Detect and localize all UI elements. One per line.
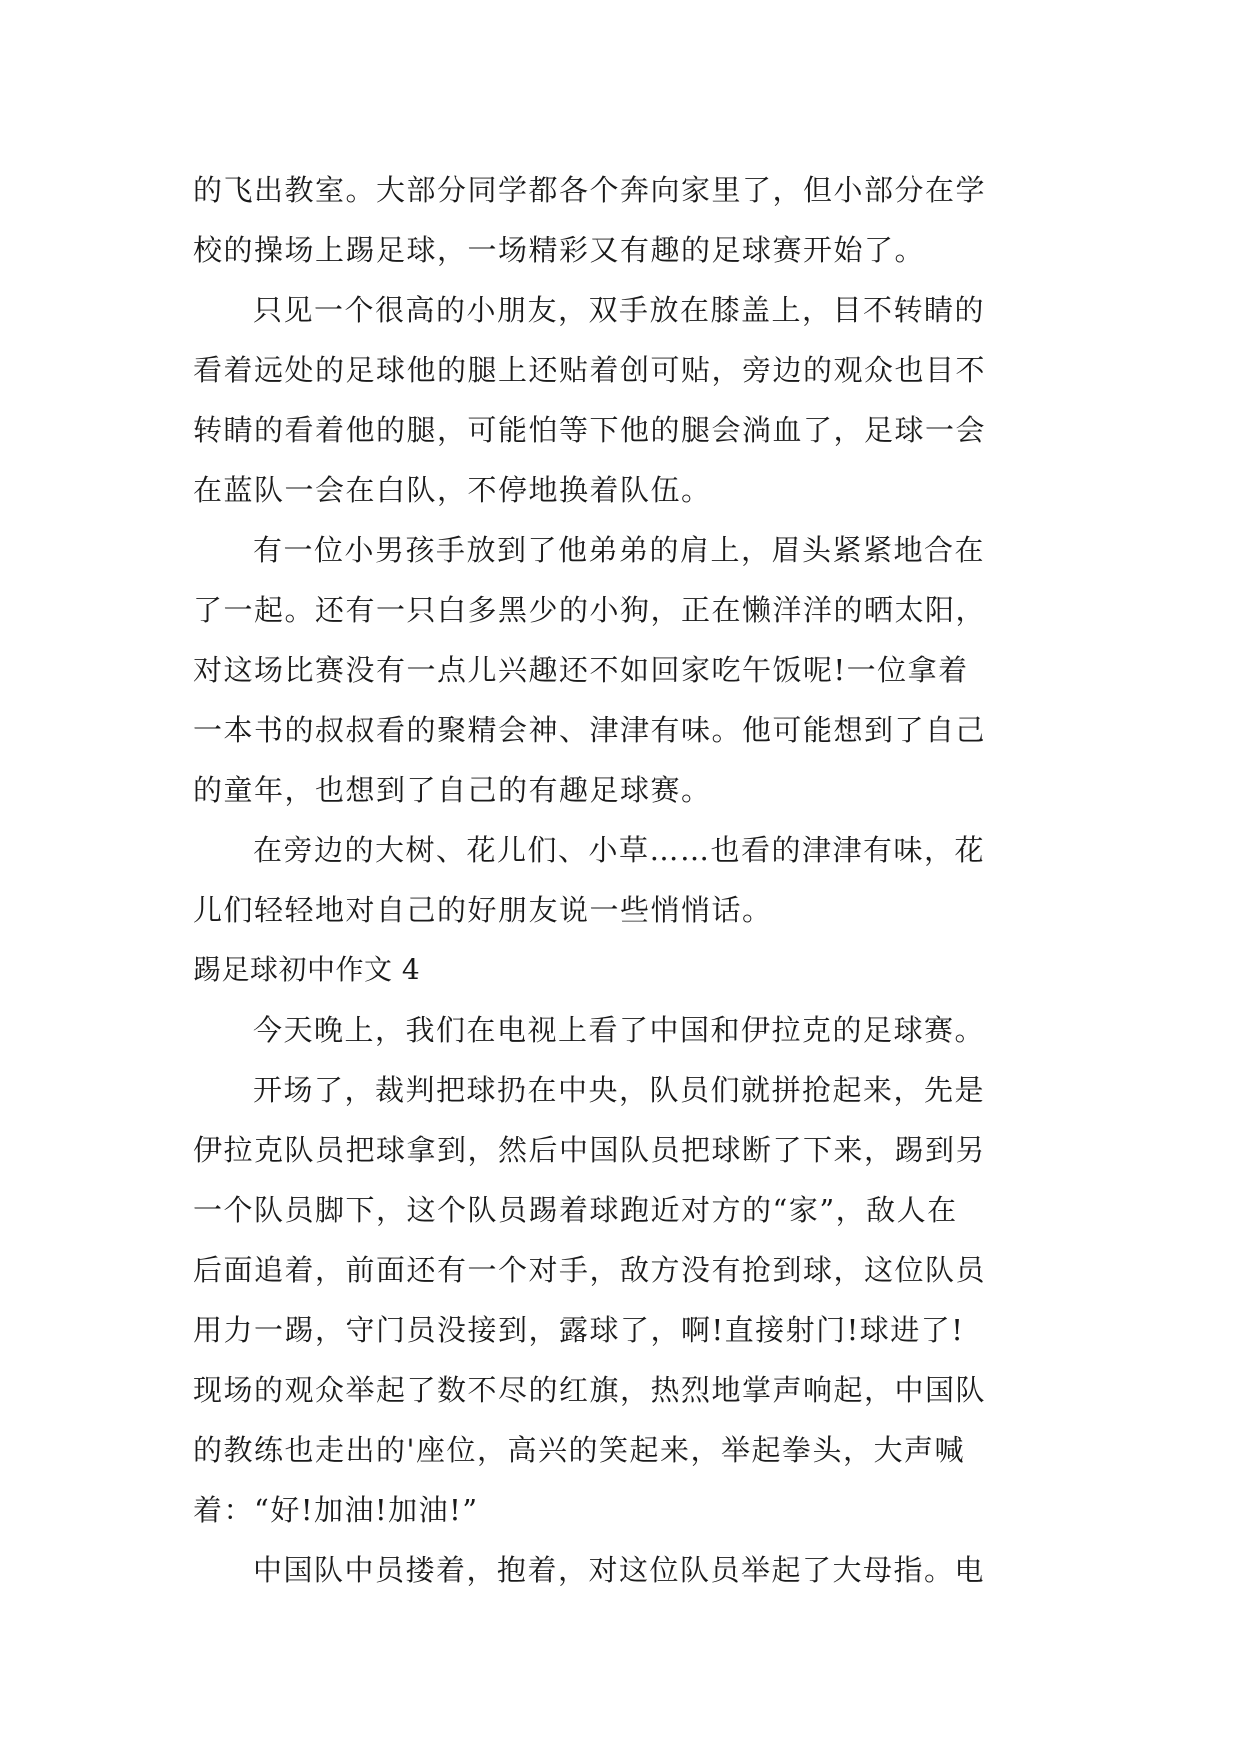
text-line: 儿们轻轻地对自己的好朋友说一些悄悄话。 — [193, 893, 773, 927]
text-line: 一个队员脚下，这个队员踢着球跑近对方的“家”，敌人在 — [193, 1193, 958, 1227]
paragraph-start-line: 有一位小男孩手放到了他弟弟的肩上，眉头紧紧地合在 — [253, 533, 986, 567]
text-line: 在蓝队一会在白队，不停地换着队伍。 — [193, 473, 712, 507]
paragraph-start-line: 在旁边的大树、花儿们、小草……也看的津津有味，花 — [253, 833, 986, 867]
text-line: 现场的观众举起了数不尽的红旗，热烈地掌声响起，中国队 — [193, 1373, 987, 1407]
text-line: 着：“好!加油!加油!” — [193, 1493, 479, 1527]
text-line: 转睛的看着他的腿，可能怕等下他的腿会淌血了，足球一会 — [193, 413, 987, 447]
text-line: 后面追着，前面还有一个对手，敌方没有抢到球，这位队员 — [193, 1253, 987, 1287]
text-line: 的飞出教室。大部分同学都各个奔向家里了，但小部分在学 — [193, 173, 987, 207]
paragraph-start-line: 开场了，裁判把球扔在中央，队员们就拼抢起来，先是 — [253, 1073, 986, 1107]
section-heading: 踢足球初中作文 4 — [193, 953, 421, 986]
text-line: 对这场比赛没有一点儿兴趣还不如回家吃午饭呢!一位拿着 — [193, 653, 969, 687]
paragraph-start-line: 今天晚上，我们在电视上看了中国和伊拉克的足球赛。 — [253, 1013, 986, 1047]
text-line: 用力一踢，守门员没接到，露球了，啊!直接射门!球进了! — [193, 1313, 965, 1347]
text-line: 校的操场上踢足球，一场精彩又有趣的足球赛开始了。 — [193, 233, 926, 267]
text-line: 了一起。还有一只白多黑少的小狗，正在懒洋洋的晒太阳， — [193, 593, 987, 627]
paragraph-start-line: 只见一个很高的小朋友，双手放在膝盖上，目不转睛的 — [253, 293, 986, 327]
text-line: 的童年，也想到了自己的有趣足球赛。 — [193, 773, 712, 807]
document-body — [193, 160, 1053, 1600]
text-line: 伊拉克队员把球拿到，然后中国队员把球断了下来，踢到另 — [193, 1133, 987, 1167]
text-line: 看着远处的足球他的腿上还贴着创可贴，旁边的观众也目不 — [193, 353, 987, 387]
paragraph-start-line: 中国队中员搂着，抱着，对这位队员举起了大母指。电 — [253, 1553, 986, 1587]
text-line: 一本书的叔叔看的聚精会神、津津有味。他可能想到了自己 — [193, 713, 987, 747]
text-line: 的教练也走出的'座位，高兴的笑起来，举起拳头，大声喊 — [193, 1433, 965, 1467]
